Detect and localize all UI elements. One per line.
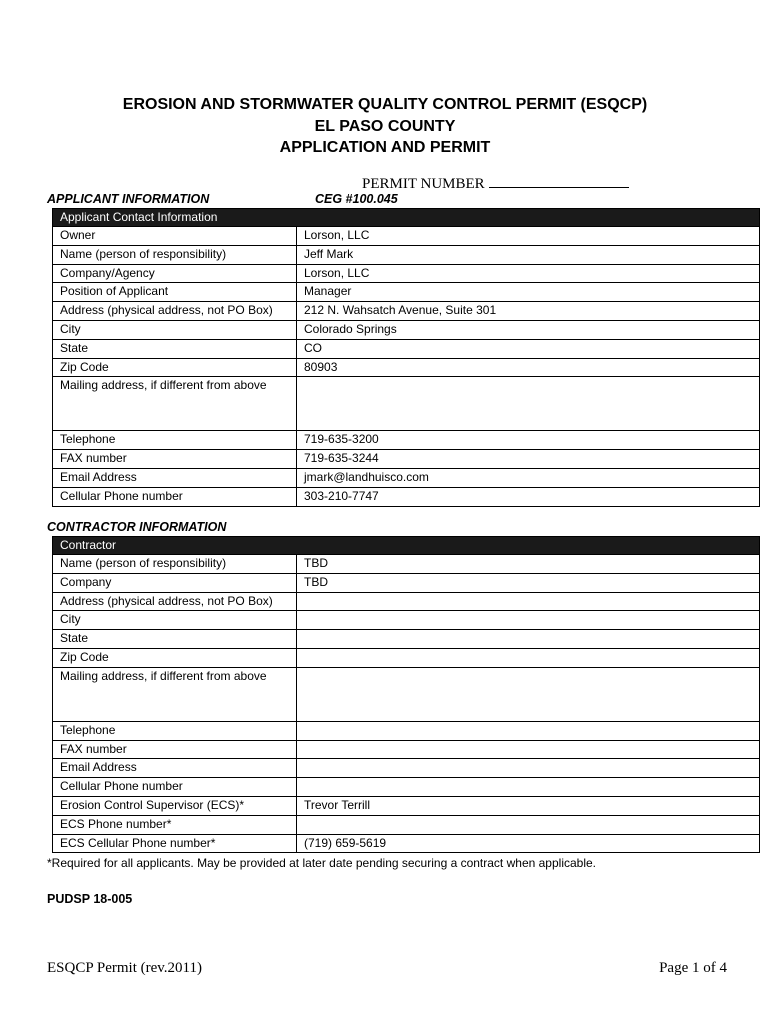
field-label: Zip Code [53,648,297,667]
field-label: ECS Phone number* [53,815,297,834]
table-row [53,468,760,487]
table-row [53,320,760,339]
field-label: FAX number [53,450,297,469]
form-subtitle: APPLICATION AND PERMIT [279,139,491,156]
applicant-table-header: Applicant Contact Information [53,209,760,227]
table-row [53,611,760,630]
field-value[interactable]: Lorson, LLC [297,264,760,283]
table-row [53,778,760,797]
table-row [53,377,760,431]
table-row [53,759,760,778]
field-value[interactable]: Lorson, LLC [297,227,760,246]
field-value[interactable] [297,759,760,778]
field-value[interactable]: 80903 [297,358,760,377]
contractor-table [52,536,760,853]
table-row [53,648,760,667]
table-row [53,740,760,759]
field-value[interactable] [297,592,760,611]
field-value[interactable] [297,721,760,740]
field-value[interactable]: Trevor Terrill [297,796,760,815]
field-label: Company [53,573,297,592]
table-row [53,555,760,574]
permit-number-label: PERMIT NUMBER [362,176,485,192]
table-row [53,592,760,611]
field-value[interactable]: 719-635-3200 [297,431,760,450]
field-value[interactable]: TBD [297,573,760,592]
field-label: Owner [53,227,297,246]
field-value[interactable]: (719) 659-5619 [297,834,760,853]
field-value[interactable] [297,815,760,834]
permit-number-field [362,173,629,193]
required-footnote: *Required for all applicants. May be provided at later date pending securing a contract when applicable. [47,856,596,870]
project-code: PUDSP 18-005 [47,892,133,906]
table-row [53,339,760,358]
table-row [53,227,760,246]
document-title: EROSION AND STORMWATER QUALITY CONTROL PERMIT (ESQCP) [122,96,648,113]
table-row [53,264,760,283]
footer-page-number: Page 1 of 4 [659,960,727,976]
table-row [53,667,760,721]
field-label: City [53,320,297,339]
field-label: ECS Cellular Phone number* [53,834,297,853]
field-value[interactable] [297,740,760,759]
field-value[interactable]: 212 N. Wahsatch Avenue, Suite 301 [297,302,760,321]
field-label: Name (person of responsibility) [53,555,297,574]
field-label: Email Address [53,759,297,778]
applicant-section-label: APPLICANT INFORMATION [47,192,210,206]
county-title: EL PASO COUNTY [314,118,456,135]
table-row [53,245,760,264]
field-label: Telephone [53,721,297,740]
table-row [53,834,760,853]
contractor-section-label: CONTRACTOR INFORMATION [47,520,227,534]
field-value[interactable]: 719-635-3244 [297,450,760,469]
field-label: City [53,611,297,630]
table-row [53,450,760,469]
field-label: Address (physical address, not PO Box) [53,592,297,611]
field-value[interactable]: CO [297,339,760,358]
field-label: State [53,630,297,649]
field-value[interactable]: Jeff Mark [297,245,760,264]
field-label: Company/Agency [53,264,297,283]
field-label: Telephone [53,431,297,450]
field-value[interactable] [297,611,760,630]
field-value[interactable]: 303-210-7747 [297,487,760,506]
field-label: Cellular Phone number [53,778,297,797]
field-value[interactable] [297,667,760,721]
field-label: Email Address [53,468,297,487]
table-row [53,721,760,740]
field-label: Cellular Phone number [53,487,297,506]
field-value[interactable] [297,778,760,797]
field-label: Zip Code [53,358,297,377]
field-label: Erosion Control Supervisor (ECS)* [53,796,297,815]
contractor-table-header: Contractor [53,537,760,555]
field-label: FAX number [53,740,297,759]
table-row [53,573,760,592]
table-row [53,815,760,834]
field-value[interactable] [297,648,760,667]
field-value[interactable]: Colorado Springs [297,320,760,339]
field-value[interactable] [297,377,760,431]
field-label: Mailing address, if different from above [53,377,297,431]
footer-form-revision: ESQCP Permit (rev.2011) [47,960,202,976]
field-label: Address (physical address, not PO Box) [53,302,297,321]
field-label: State [53,339,297,358]
table-row [53,431,760,450]
table-row [53,487,760,506]
permit-number-blank[interactable] [489,173,629,188]
field-value[interactable]: jmark@landhuisco.com [297,468,760,487]
applicant-table [52,208,760,507]
field-label: Name (person of responsibility) [53,245,297,264]
table-row [53,796,760,815]
table-row [53,630,760,649]
field-label: Position of Applicant [53,283,297,302]
field-value[interactable]: TBD [297,555,760,574]
field-value[interactable]: Manager [297,283,760,302]
ceg-number: CEG #100.045 [315,192,398,206]
field-value[interactable] [297,630,760,649]
table-row [53,302,760,321]
field-label: Mailing address, if different from above [53,667,297,721]
table-row [53,358,760,377]
table-row [53,283,760,302]
